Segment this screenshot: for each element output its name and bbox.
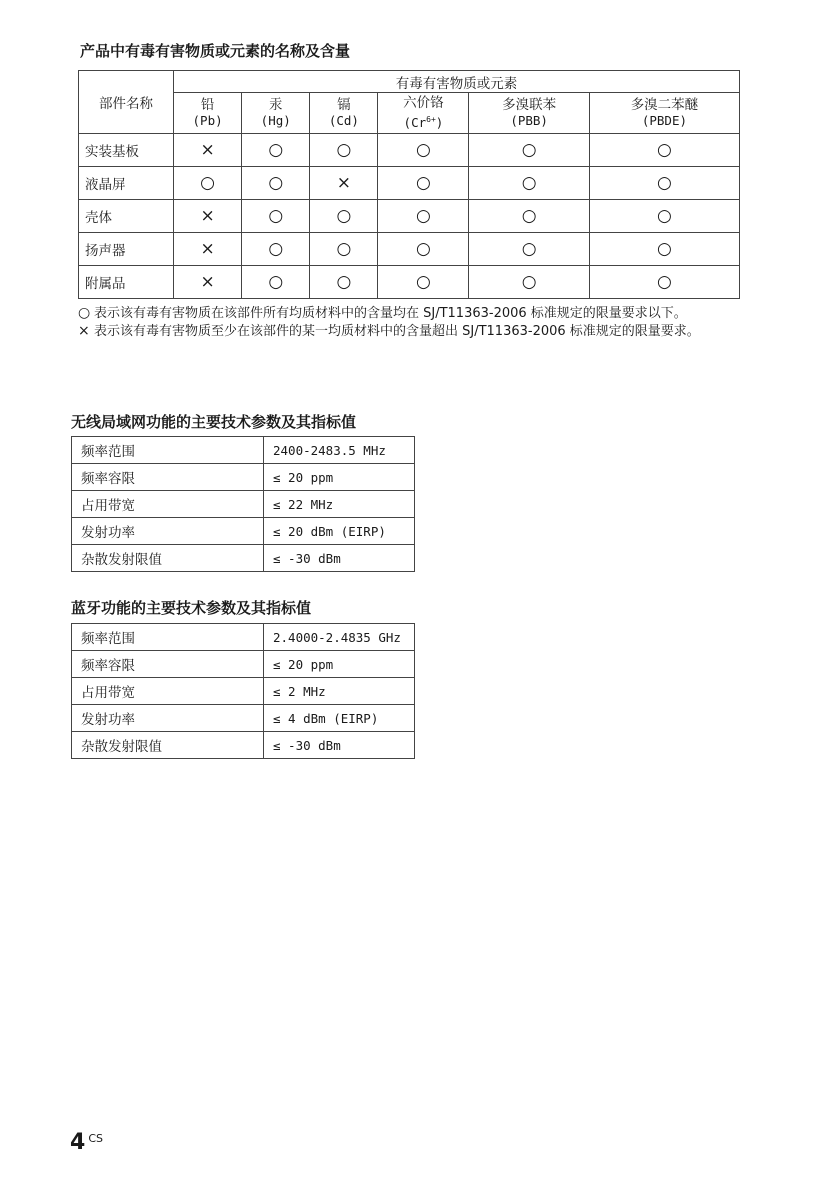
spec-value: ≤ 20 dBm (EIRP) [264,518,415,545]
substance-mark-cell: ○ [469,200,590,233]
table-row [72,678,415,705]
spec-value: ≤ 4 dBm (EIRP) [264,705,415,732]
hazard-table-title: 产品中有毒有害物质或元素的名称及含量 [80,42,351,60]
note-circle [78,305,748,322]
part-name-cell: 壳体 [79,200,174,233]
substance-mark-cell: ○ [378,233,469,266]
table-row [72,732,415,759]
table-row [79,200,740,233]
language-code: CS [88,1132,103,1145]
table-row [79,266,740,299]
spec-label: 频率容限 [72,651,264,678]
substance-mark-cell: × [174,134,242,167]
substance-header-pbde: 多溴二苯醚 (PBDE) [589,93,739,134]
note-text: 表示该有毒有害物质至少在该部件的某一均质材料中的含量超出 SJ/T11363-2006 标准规定的限量要求。 [94,324,700,339]
table-row [72,545,415,572]
substance-mark-cell: ○ [469,233,590,266]
substance-mark-cell: ○ [310,266,378,299]
substance-header-cr6: 六价铬 $(Cr^{6+})$ [378,93,469,134]
substance-mark-cell: × [174,200,242,233]
substance-header-pbb: 多溴联苯 (PBB) [469,93,590,134]
spec-value: ≤ -30 dBm [264,545,415,572]
part-name-cell: 扬声器 [79,233,174,266]
bluetooth-spec-table [71,623,415,759]
part-name-cell: 实装基板 [79,134,174,167]
substance-mark-cell: ○ [469,167,590,200]
note-text: 表示该有毒有害物质在该部件所有均质材料中的含量均在 SJ/T11363-2006 标准规定的限量要求以下。 [94,306,687,321]
part-name-header: 部件名称 [79,71,174,134]
substance-mark-cell: ○ [378,134,469,167]
substance-mark-cell: × [174,233,242,266]
substance-mark-cell: × [310,167,378,200]
spec-label: 占用带宽 [72,678,264,705]
substance-mark-cell: ○ [242,200,310,233]
table-row [72,437,415,464]
table-row [79,167,740,200]
spec-label: 发射功率 [72,705,264,732]
substance-mark-cell: ○ [589,266,739,299]
table-row [72,705,415,732]
spec-value: 2400-2483.5 MHz [264,437,415,464]
substance-mark-cell: ○ [310,200,378,233]
table-row [72,464,415,491]
substance-group-header: 有毒有害物质或元素 [174,71,740,93]
table-row [72,651,415,678]
substance-mark-cell: ○ [310,134,378,167]
spec-label: 杂散发射限值 [72,545,264,572]
table-row [72,518,415,545]
spec-label: 杂散发射限值 [72,732,264,759]
wlan-spec-table [71,436,415,572]
page-number: 4 $^{CS}$ [70,1130,103,1155]
bluetooth-spec-title: 蓝牙功能的主要技术参数及其指标值 [71,599,312,617]
substance-mark-cell: ○ [242,266,310,299]
table-row [72,491,415,518]
substance-header-cd: 镉 (Cd) [310,93,378,134]
substance-mark-cell: ○ [589,167,739,200]
substance-mark-cell: ○ [242,233,310,266]
note-cross [78,323,748,340]
substance-mark-cell: ○ [174,167,242,200]
substance-header-hg: 汞 (Hg) [242,93,310,134]
substance-mark-cell: ○ [310,233,378,266]
spec-label: 频率容限 [72,464,264,491]
substance-mark-cell: ○ [378,266,469,299]
part-name-cell: 附属品 [79,266,174,299]
spec-label: 频率范围 [72,437,264,464]
spec-label: 占用带宽 [72,491,264,518]
wlan-spec-title: 无线局域网功能的主要技术参数及其指标值 [71,413,357,431]
spec-value: ≤ 20 ppm [264,651,415,678]
substance-mark-cell: ○ [589,233,739,266]
table-row [72,624,415,651]
spec-value: ≤ 22 MHz [264,491,415,518]
spec-label: 频率范围 [72,624,264,651]
substance-mark-cell: ○ [242,134,310,167]
part-name-cell: 液晶屏 [79,167,174,200]
substance-mark-cell: ○ [242,167,310,200]
substance-mark-cell: ○ [469,266,590,299]
substance-header-row [79,93,740,134]
hazard-notes [78,305,748,341]
spec-value: ≤ 20 ppm [264,464,415,491]
substance-mark-cell: ○ [589,134,739,167]
circle-symbol: ○ [78,305,91,321]
spec-value: ≤ 2 MHz [264,678,415,705]
hazardous-substances-table [78,70,740,299]
substance-mark-cell: ○ [378,167,469,200]
substance-mark-cell: ○ [378,200,469,233]
table-row [79,134,740,167]
spec-value: 2.4000-2.4835 GHz [264,624,415,651]
spec-value: ≤ -30 dBm [264,732,415,759]
substance-mark-cell: ○ [469,134,590,167]
table-row [79,233,740,266]
spec-label: 发射功率 [72,518,264,545]
cross-symbol: × [78,323,90,339]
substance-mark-cell: ○ [589,200,739,233]
substance-mark-cell: × [174,266,242,299]
substance-header-pb: 铅 (Pb) [174,93,242,134]
